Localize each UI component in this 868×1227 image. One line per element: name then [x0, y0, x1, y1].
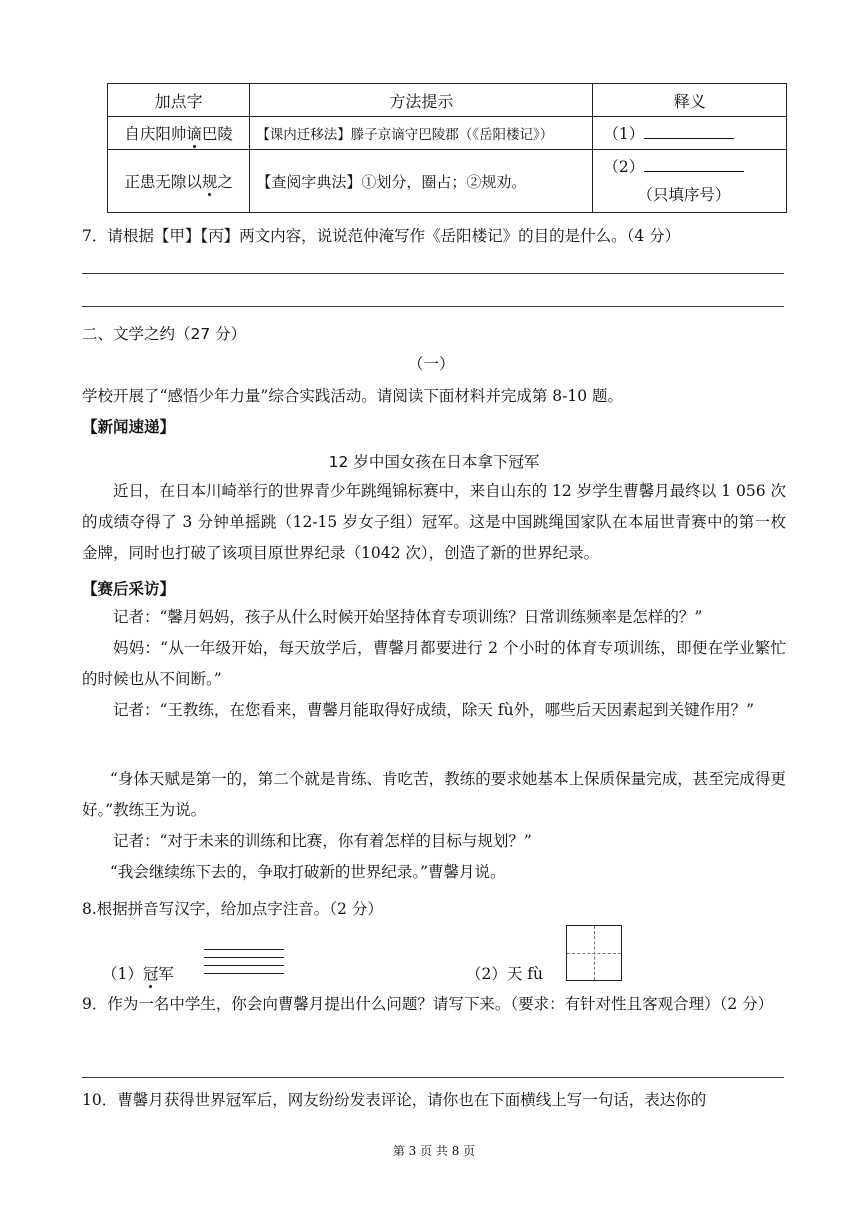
dotted-char: 规 — [201, 173, 218, 191]
section-title: 二、文学之约（27 分） — [82, 325, 247, 343]
character-grid[interactable] — [566, 925, 622, 981]
news-body: 近日，在日本川崎举行的世界青少年跳绳锦标赛中，来自山东的 12 岁学生曹馨月最终以 1 056 次的成绩夺得了 3 分钟单摇跳（12-15 岁女子组）冠军。这是中国跳绳国家队在本届世青赛中的第一枚金牌，同时也打破了该项目原世界纪录（1042 次），创造了新的世界纪录。 — [82, 482, 786, 562]
table-header: 方法提示 — [250, 84, 593, 117]
phrase-cell: 自庆阳帅谪巴陵 — [108, 117, 250, 150]
answer-blank[interactable] — [644, 124, 734, 139]
method-hint: 【查阅字典法】①划分，圈占；②规劝。 — [250, 150, 593, 213]
answer-cell: （2） （只填序号） — [593, 150, 787, 213]
method-hint: 【课内迁移法】滕子京谪守巴陵郡（《岳阳楼记》） — [250, 117, 593, 150]
answer-line[interactable] — [82, 273, 784, 274]
question-8-2: （2）天 fù — [466, 965, 544, 983]
table-header: 释义 — [593, 84, 787, 117]
answer-note: （只填序号） — [637, 186, 731, 204]
interview-tag: 【赛后采访】 — [82, 580, 176, 598]
table-header: 加点字 — [108, 84, 250, 117]
question-9: 9．作为一名中学生，你会向曹馨月提出什么问题？请写下来。（要求：有针对性且客观合理）（2 分） — [82, 995, 774, 1013]
grid-guide — [567, 953, 621, 954]
question-7: 7．请根据【甲】【丙】两文内容，说说范仲淹写作《岳阳楼记》的目的是什么。（4 分） — [82, 227, 681, 245]
intro-text: 学校开展了“感悟少年力量”综合实践活动。请阅读下面材料并完成第 8-10 题。 — [82, 387, 624, 405]
phrase-cell: 正患无隙以规之 — [108, 150, 250, 213]
interview-line: “身体天赋是第一的，第二个就是肯练、肯吃苦，教练的要求她基本上保质保量完成，甚至完成得更好。”教练王为说。 — [82, 770, 786, 819]
answer-line[interactable] — [82, 306, 784, 307]
pinyin-line — [204, 949, 284, 950]
pinyin-line — [204, 973, 284, 974]
part-number: （一） — [408, 355, 455, 373]
interview-line: 记者：“对于未来的训练和比赛，你有着怎样的目标与规划？” — [113, 832, 532, 850]
question-8-1: （1）冠军 — [102, 965, 174, 983]
answer-cell: （1） — [593, 117, 787, 150]
answer-line[interactable] — [82, 1077, 784, 1078]
pinyin-line — [204, 965, 284, 966]
interview-line: “我会继续练下去的，争取打破新的世界纪录。”曹馨月说。 — [109, 863, 506, 881]
news-title: 12 岁中国女孩在日本拿下冠军 — [328, 453, 540, 471]
question-10: 10．曹馨月获得世界冠军后，网友纷纷发表评论，请你也在下面横线上写一句话，表达你的 — [82, 1091, 707, 1109]
dotted-char: 谪 — [186, 125, 202, 143]
news-tag: 【新闻速递】 — [82, 418, 176, 436]
interview-line: 记者：“王教练，在您看来，曹馨月能取得好成绩，除天 fù外，哪些后天因素起到关键作用？” — [113, 701, 754, 719]
dotted-char: 冠 — [142, 965, 159, 983]
vocab-table — [107, 83, 787, 213]
interview-line: 妈妈：“从一年级开始，每天放学后，曹馨月都要进行 2 个小时的体育专项训练，即便在学业繁忙的时候也从不间断。” — [82, 639, 786, 688]
table-row — [108, 117, 787, 150]
interview-line: 记者：“馨月妈妈，孩子从什么时候开始坚持体育专项训练？日常训练频率是怎样的？” — [113, 608, 703, 626]
answer-blank[interactable] — [644, 157, 744, 172]
question-8: 8.根据拼音写汉字，给加点字注音。（2 分） — [82, 900, 383, 918]
table-row — [108, 150, 787, 213]
pinyin-line — [204, 957, 284, 958]
page-footer: 第 3 页 共 8 页 — [392, 1144, 476, 1158]
